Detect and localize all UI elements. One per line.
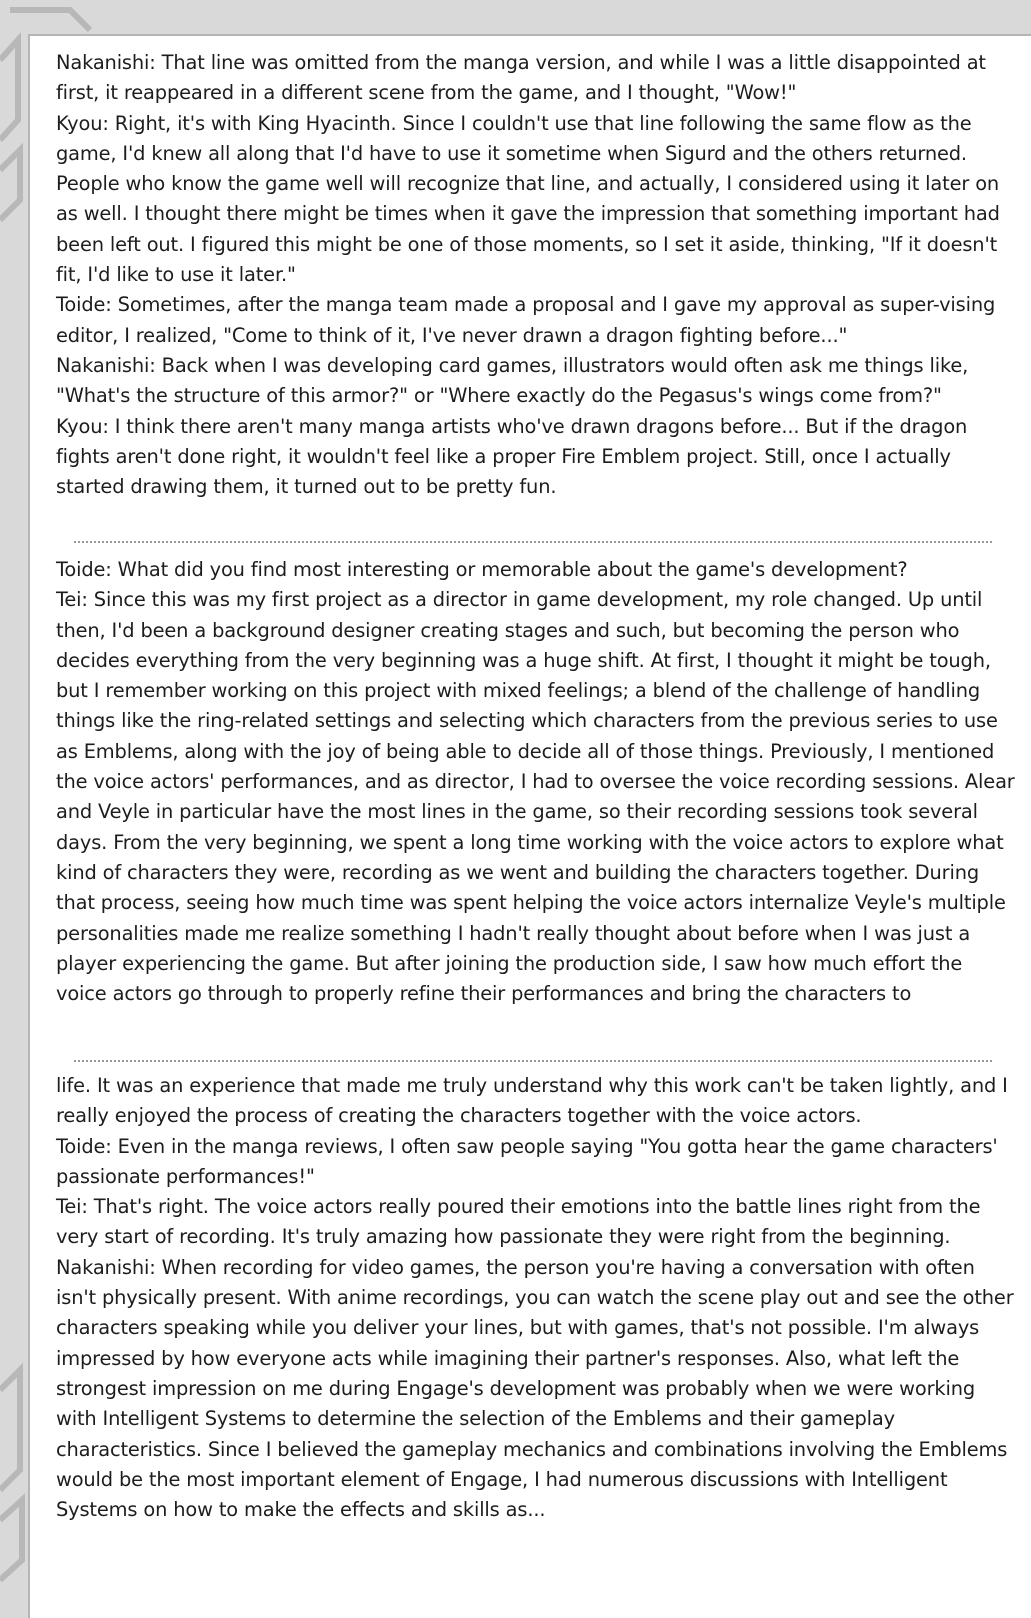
dotted-divider <box>74 1060 992 1062</box>
paragraph-tei-director: Tei: Since this was my first project as a director in game development, my role changed. Up until then, I'd been a background designer creating stages and such, but becoming the person who decides everything from the very beginning was a huge shift. At first, I thought it might be tough, but I remember working on this project with mixed feelings; a blend of the challenge of handling things like the ring-related settings and selecting which characters from the previous series to use as Emblems, along with the joy of being able to decide all of those things. Previously, I mentioned the voice actors' performances, and as director, I had to oversee the voice recording sessions. Alear and Veyle in particular have the most lines in the game, so their recording sessions took several days. From the very beginning, we spent a long time working with the voice actors to explore what kind of characters they were, recording as we went and building the characters together. During that process, seeing how much time was spent helping the voice actors internalize Veyle's multiple personalities made me realize something I hadn't really thought about before when I was just a player experiencing the game. But after joining the production side, I saw how much effort the voice actors go through to properly refine their performances and bring the characters to <box>56 588 1015 1006</box>
paragraph-tei-battle-lines: Tei: That's right. The voice actors really poured their emotions into the battle lines right from the very start of recording. It's truly amazing how passionate they were right from the beginning. <box>56 1195 981 1249</box>
article-page <box>28 34 1031 1618</box>
dotted-divider <box>74 541 992 543</box>
paragraph-toide-question: Toide: What did you find most interesting or memorable about the game's development? <box>56 558 908 581</box>
paragraph-toide-dragon-fighting: Toide: Sometimes, after the manga team made a proposal and I gave my approval as super-vising editor, I realized, "Come to think of it, I've never drawn a dragon fighting before..." <box>56 293 996 347</box>
paragraph-continuation: life. It was an experience that made me truly understand why this work can't be taken lightly, and I really enjoyed the process of creating the characters together with the voice actors. <box>56 1074 1008 1128</box>
paragraph-toide-manga-reviews: Toide: Even in the manga reviews, I often saw people saying "You gotta hear the game characters' passionate performances!" <box>56 1134 998 1188</box>
interview-section-1 <box>56 48 1016 502</box>
interview-section-3 <box>56 1071 1016 1525</box>
paragraph-kyou-king-hyacinth: Kyou: Right, it's with King Hyacinth. Since I couldn't use that line following the same flow as the game, I'd knew all along that I'd have to use it sometime when Sigurd and the others returned. People who know the game well will recognize that line, and actually, I considered using it later on as well. I thought there might be times when it gave the impression that something important had been left out. I figured this might be one of those moments, so I set it aside, thinking, "If it doesn't fit, I'd like to use it later." <box>56 111 1000 287</box>
paragraph-nakanishi-recording: Nakanishi: When recording for video games, the person you're having a conversation with often isn't physically present. With anime recordings, you can watch the scene play out and see the other characters speaking while you deliver your lines, but with games, that's not possible. I'm always impressed by how everyone acts while imagining their partner's responses. Also, what left the strongest impression on me during Engage's development was probably when we were working with Intelligent Systems to determine the selection of the Emblems and their gameplay characteristics. Since I believed the gameplay mechanics and combinations involving the Emblems would be the most important element of Engage, I had numerous discussions with Intelligent Systems on how to make the effects and skills as... <box>56 1255 1014 1522</box>
interview-section-2 <box>56 555 1016 1009</box>
paragraph-nakanishi-card-games: Nakanishi: Back when I was developing card games, illustrators would often ask me things like, "What's the structure of this armor?" or "Where exactly do the Pegasus's wings come from?" <box>56 353 969 408</box>
paragraph-kyou-dragons: Kyou: I think there aren't many manga artists who've drawn dragons before... But if the dragon fights aren't done right, it wouldn't feel like a proper Fire Emblem project. Still, once I actually started drawing them, it turned out to be pretty fun. <box>56 414 968 499</box>
paragraph-nakanishi-line-omitted: Nakanishi: That line was omitted from the manga version, and while I was a little disappointed at first, it reappeared in a different scene from the game, and I thought, "Wow!" <box>56 51 986 105</box>
